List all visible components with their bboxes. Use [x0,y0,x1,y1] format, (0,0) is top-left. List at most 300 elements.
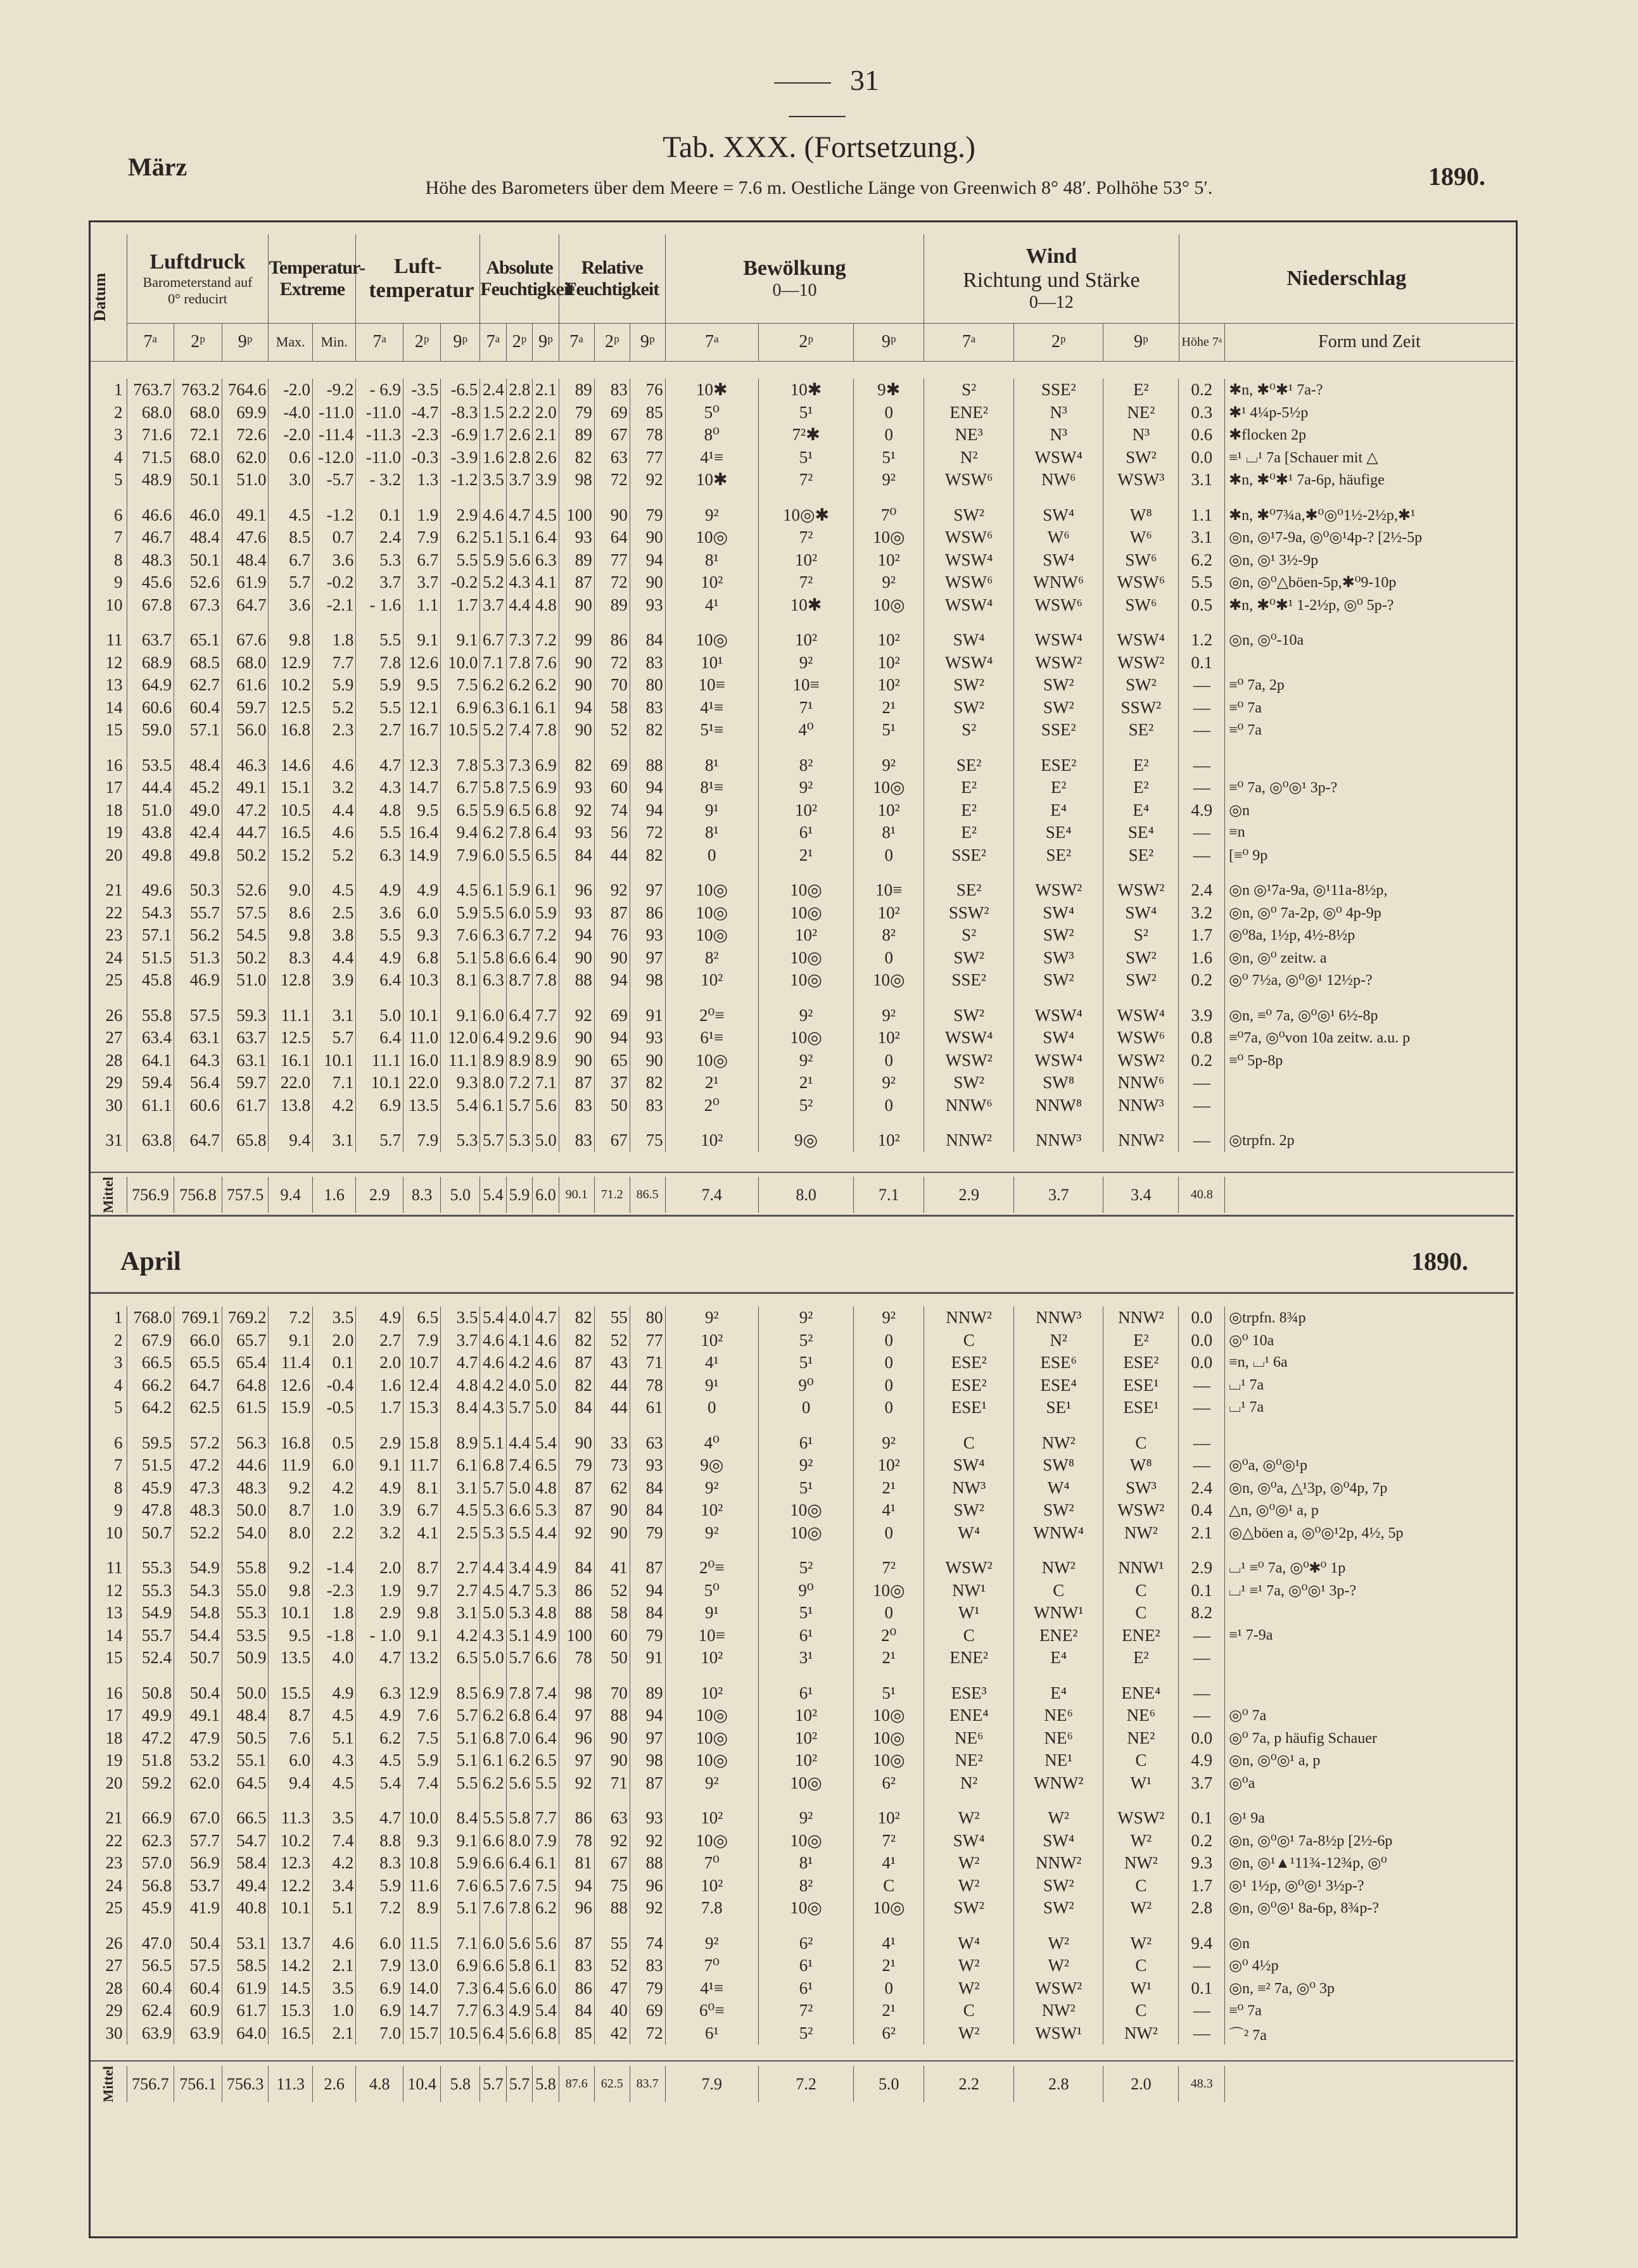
table-cell: 10◎ [758,902,853,925]
table-cell: SW³ [1014,947,1103,970]
hdr-lt-9p: 9ᵖ [441,323,480,361]
table-cell: 6.9 [533,776,559,799]
gap-cell [758,866,853,879]
gap-cell [559,491,594,504]
table-cell: 1.7 [1179,1875,1225,1897]
mittel-cell: 5.8 [441,2066,480,2102]
col-luftdruck-sub: Barometerstand auf 0° reducirt [143,274,253,307]
table-cell: NW² [1014,1557,1103,1580]
gap-cell [222,1544,269,1557]
table-cell: 72.6 [222,424,269,447]
table-row [91,629,1514,652]
table-cell: N² [924,447,1014,469]
mittel-cell [1225,1177,1514,1213]
table-cell: 5.7 [480,1477,506,1500]
table-cell: 5¹ [854,1682,924,1705]
gap-cell [222,1794,269,1807]
gap-cell [594,616,630,629]
table-cell: 5.5 [480,902,506,925]
table-cell: 8¹ [665,821,758,844]
table-cell: 10◎ [854,594,924,617]
table-cell: 6.8 [533,2022,559,2045]
table-cell [1225,1682,1514,1705]
table-cell: 89 [594,594,630,617]
table-cell: 20 [105,845,123,865]
gap-cell [559,742,594,754]
table-cell: 0 [854,1374,924,1397]
table-cell: 64 [594,526,630,549]
table-cell: 91 [630,1004,665,1027]
table-cell: 5.8 [480,947,506,970]
table-cell: 27 [105,1956,123,1975]
table-row [91,1329,1514,1352]
table-row [91,1580,1514,1602]
table-cell: ⌴¹ 7a [1225,1397,1514,1419]
table-cell: 7.8 [533,969,559,992]
table-cell: ◎n ◎¹7a-9a, ◎¹11a-8½p, [1225,879,1514,902]
table-cell: 6.4 [533,947,559,970]
table-row [91,1499,1514,1522]
table-cell: 7² [758,469,853,491]
gap-cell [269,1794,312,1807]
table-cell: 3 [114,425,123,445]
table-cell: 7.0 [506,1727,532,1750]
table-cell: 1 [114,1308,123,1327]
table-cell: 64.8 [222,1374,269,1397]
page-number: 31 [722,63,912,130]
table-cell: 46.3 [222,754,269,777]
table-cell: W⁶ [1014,526,1103,549]
table-cell: 22 [105,903,123,922]
gap-cell [533,1544,559,1557]
table-cell: 4.5 [312,1772,355,1795]
table-cell: 41.9 [174,1897,222,1920]
table-cell: 14.6 [269,754,312,777]
table-cell: 10² [854,1027,924,1049]
table-cell: 5¹ [758,402,853,424]
table-cell: 14.9 [403,844,441,867]
table-cell: 7.6 [533,652,559,675]
gap-cell [91,1544,127,1557]
table-cell: 2.2 [506,402,532,424]
table-cell: 67.0 [174,1807,222,1830]
table-cell: — [1179,1625,1225,1647]
table-cell: 6.4 [533,526,559,549]
table-cell: 64.2 [127,1397,174,1419]
table-cell: 6.3 [480,697,506,719]
table-cell: 5¹ [854,447,924,469]
table-cell: 9² [758,1307,853,1329]
table-cell: 2.1 [1179,1522,1225,1545]
table-row [91,879,1514,902]
table-cell: — [1179,1999,1225,2022]
col-wind-sub: Richtung und Stärke [963,268,1140,292]
table-cell: 90 [559,1027,594,1049]
gap-cell [1179,1117,1225,1129]
table-cell: E² [1103,776,1179,799]
table-cell: 7.9 [403,1329,441,1352]
table-cell: 10◎ [758,1830,853,1853]
table-cell: 54.9 [174,1557,222,1580]
table-cell: 90 [559,947,594,970]
table-cell: 10.0 [441,652,480,675]
table-cell: 5.0 [356,1004,403,1027]
table-cell: 90 [630,571,665,594]
table-cell: 5.3 [533,1499,559,1522]
table-cell: ≡⁰ 5p-8p [1225,1049,1514,1072]
table-cell: 10.1 [312,1049,355,1072]
table-cell: 11.7 [403,1454,441,1477]
table-cell: 66.5 [222,1807,269,1830]
table-cell: ENE⁴ [924,1704,1014,1727]
table-cell: -11.0 [356,402,403,424]
table-cell: 78 [559,1830,594,1853]
table-cell: 61.1 [127,1094,174,1117]
table-cell: 7.1 [480,652,506,675]
table-cell: 5⁰ [665,402,758,424]
hdr-af-2p: 2ᵖ [506,323,532,361]
table-cell: 1.7 [356,1397,403,1419]
gap-cell [91,742,127,754]
table-cell: 15.5 [269,1682,312,1705]
table-cell: 7.6 [441,1875,480,1897]
table-cell: 5.4 [533,1432,559,1455]
table-cell: 7.8 [356,652,403,675]
table-cell: -8.3 [441,402,480,424]
table-cell: 5.3 [480,1499,506,1522]
hdr-hoehe: Höhe 7ᵃ [1179,323,1225,361]
table-cell: 10.2 [269,1830,312,1853]
mittel-cell: 6.0 [533,1177,559,1213]
table-cell: 17 [105,778,123,797]
gap-cell [441,1669,480,1682]
table-row [91,1454,1514,1477]
gap-cell [506,1544,532,1557]
table-cell: 87 [594,902,630,925]
gap-cell [1179,1419,1225,1432]
table-cell: 4.7 [356,1647,403,1669]
table-cell: — [1179,719,1225,742]
table-cell: ◎⁰a [1225,1772,1514,1795]
table-cell: 7² [758,571,853,594]
table-row [91,1749,1514,1772]
table-cell: 48.3 [127,549,174,572]
table-cell: 50.7 [127,1522,174,1545]
table-cell: 48.3 [174,1499,222,1522]
table-cell: 10◎ [854,969,924,992]
table-cell: 15.7 [403,2022,441,2045]
table-cell: 82 [559,447,594,469]
gap-cell [924,1117,1014,1129]
table-cell: 8.9 [403,1897,441,1920]
table-cell: 28 [105,1978,123,1998]
table-cell: NE² [924,1749,1014,1772]
table-cell: 0.1 [1179,1807,1225,1830]
table-cell: 82 [559,754,594,777]
table-cell: 90 [559,719,594,742]
table-cell: 7.7 [441,1999,480,2022]
table-cell: 21 [105,1808,123,1828]
table-cell: 4¹ [854,1852,924,1875]
table-cell: W² [924,1977,1014,2000]
table-cell: 5.5 [1179,571,1225,594]
table-cell: ◎n, ◎¹ 3½-9p [1225,549,1514,572]
table-cell: 5.9 [480,799,506,822]
gap-cell [312,866,355,879]
row-gap [91,1669,1514,1682]
table-cell: 5.5 [480,1807,506,1830]
table-cell: 5.5 [533,1772,559,1795]
table-cell: 57.5 [174,1004,222,1027]
gap-cell [758,742,853,754]
table-cell: 6.5 [403,1307,441,1329]
table-cell: 97 [559,1749,594,1772]
gap-cell [1225,1419,1514,1432]
gap-cell [269,866,312,879]
hdr-max: Max. [269,323,312,361]
table-cell: ≡¹ 7-9a [1225,1625,1514,1647]
table-cell: 54.3 [127,902,174,925]
table-cell: 6.4 [480,2022,506,2045]
table-cell: -1.8 [312,1625,355,1647]
table-cell: — [1179,1704,1225,1727]
table-cell: 79 [630,1977,665,2000]
table-cell: 3.9 [1179,1004,1225,1027]
gap-cell [1103,1794,1179,1807]
table-cell: 4.6 [480,1352,506,1374]
table-cell: 92 [630,1830,665,1853]
table-cell: 2.9 [356,1602,403,1625]
table-cell: 64.7 [174,1129,222,1152]
table-cell: 4.6 [533,1352,559,1374]
table-cell: 6¹ [758,1682,853,1705]
gap-cell [356,1920,403,1932]
table-cell: 51.5 [127,1454,174,1477]
gap-cell [480,491,506,504]
table-cell: 52.6 [174,571,222,594]
table-cell: 49.0 [174,799,222,822]
table-row [91,1477,1514,1500]
gap-cell [854,1669,924,1682]
table-cell: 13.0 [403,1954,441,1977]
table-cell: SW⁴ [924,629,1014,652]
table-cell: 0.6 [269,447,312,469]
table-cell: 89 [559,379,594,402]
table-cell: 6.1 [533,1954,559,1977]
gap-cell [127,1920,174,1932]
table-cell: 2⁰ [854,1625,924,1647]
table-cell: 5.8 [506,1807,532,1830]
gap-cell [559,616,594,629]
table-cell: 4.9 [1179,1749,1225,1772]
gap-cell [1014,1794,1103,1807]
gap-cell [924,742,1014,754]
table-cell: 94 [559,924,594,947]
table-cell: 61.9 [222,1977,269,2000]
table-cell: 8.0 [269,1522,312,1545]
table-cell: ≡n, ⌴¹ 6a [1225,1352,1514,1374]
mittel-cell: 11.3 [269,2066,312,2102]
table-cell: 55.7 [127,1625,174,1647]
table-cell: 37 [594,1072,630,1094]
gap-cell [174,1419,222,1432]
table-cell: 7.3 [506,754,532,777]
table-cell: ◎n, ◎¹7-9a, ◎⁰◎¹4p-? [2½-5p [1225,526,1514,549]
table-cell: 2.9 [441,504,480,527]
table-cell: 76 [594,924,630,947]
table-cell: 72.1 [174,424,222,447]
table-cell: — [1179,1129,1225,1152]
gap-cell [403,742,441,754]
march-table [91,379,1514,1152]
table-cell: 82 [559,1307,594,1329]
table-cell: 6.1 [480,1749,506,1772]
table-cell: 2.7 [441,1580,480,1602]
table-cell: 5.6 [533,1094,559,1117]
table-title: Tab. XXX. (Fortsetzung.) [663,130,975,164]
table-cell: 54.0 [222,1522,269,1545]
table-cell: 6.7 [441,776,480,799]
table-cell: 3.1 [1179,526,1225,549]
table-cell: 54.9 [127,1602,174,1625]
table-cell: 5.7 [506,1397,532,1419]
table-cell: 53.1 [222,1932,269,1955]
table-cell: 8.7 [506,969,532,992]
gap-cell [665,1794,758,1807]
table-cell: 50.7 [174,1647,222,1669]
gap-cell [506,1117,532,1129]
table-cell: 86 [559,1807,594,1830]
row-gap [91,1544,1514,1557]
table-cell: 6.6 [506,1499,532,1522]
table-cell: 7 [114,528,123,547]
table-cell: 0.1 [312,1352,355,1374]
table-cell: WSW⁴ [1014,629,1103,652]
table-cell: 15.2 [269,844,312,867]
table-cell: 5⁰ [665,1580,758,1602]
table-cell: 9.4 [1179,1932,1225,1955]
table-cell: 8 [114,1478,123,1497]
table-cell: 50.2 [222,947,269,970]
gap-cell [356,1419,403,1432]
table-cell: 10² [854,902,924,925]
table-cell: 6.2 [480,1704,506,1727]
table-cell: SE¹ [1014,1397,1103,1419]
gap-cell [174,1794,222,1807]
table-cell: 2.4 [1179,1477,1225,1500]
table-cell: 40.8 [222,1897,269,1920]
table-cell: 6.2 [506,674,532,697]
table-cell: 93 [559,821,594,844]
table-cell: 0 [665,844,758,867]
table-cell: 4.9 [533,1625,559,1647]
table-cell: 61.7 [222,1094,269,1117]
table-cell: ◎n, ≡² 7a, ◎⁰ 3p [1225,1977,1514,2000]
gap-cell [1014,1544,1103,1557]
april-top-rule [91,1292,1514,1294]
gap-cell [1014,1419,1103,1432]
table-cell: ◎n, ◎⁰ 7a-2p, ◎⁰ 4p-9p [1225,902,1514,925]
gap-cell [91,491,127,504]
table-cell: NW² [1014,1999,1103,2022]
table-cell: 44 [594,1397,630,1419]
table-cell: 6.2 [356,1727,403,1750]
table-cell: WSW² [1103,1049,1179,1072]
table-cell: C [1103,1749,1179,1772]
table-cell: 56.2 [174,924,222,947]
table-cell: 87 [559,1352,594,1374]
table-cell: 0.6 [1179,424,1225,447]
mittel-cell: 2.6 [312,2066,355,2102]
table-cell: 80 [630,1307,665,1329]
table-cell: 10.5 [441,2022,480,2045]
table-cell: 9.5 [403,674,441,697]
table-cell: 93 [630,1027,665,1049]
table-cell: — [1179,697,1225,719]
table-cell: 53.5 [222,1625,269,1647]
row-gap [91,1794,1514,1807]
table-cell: 16.8 [269,1432,312,1455]
table-cell: 43 [594,1352,630,1374]
table-subtitle: Höhe des Barometers über dem Meere = 7.6 m. Oestliche Länge von Greenwich 8° 48′. Polhöhe 53° 5′. [425,177,1213,198]
col-datum: Datum [91,273,109,322]
gap-cell [559,1544,594,1557]
table-cell: △n, ◎⁰◎¹ a, p [1225,1499,1514,1522]
gap-cell [174,866,222,879]
gap-cell [594,1117,630,1129]
gap-cell [630,1419,665,1432]
table-row [91,469,1514,491]
gap-cell [1179,1920,1225,1932]
row-gap [91,1117,1514,1129]
gap-cell [222,616,269,629]
table-cell: WSW⁶ [924,469,1014,491]
table-cell: 6¹ [758,1625,853,1647]
table-cell: 5.9 [356,1875,403,1897]
mittel-cell: 8.0 [758,1177,853,1213]
table-cell: 14.2 [269,1954,312,1977]
table-cell: 7.8 [533,719,559,742]
table-cell: SW⁴ [1014,1830,1103,1853]
mittel-cell: 1.6 [312,1177,355,1213]
table-cell: 13 [105,1603,123,1623]
table-cell: 94 [630,776,665,799]
table-cell: 79 [559,402,594,424]
table-cell: C [1103,1432,1179,1455]
table-row [91,719,1514,742]
table-cell: -6.9 [441,424,480,447]
april-mittel-row [91,2066,1514,2102]
table-cell: 11.5 [403,1932,441,1955]
table-cell: 47 [594,1977,630,2000]
table-cell: — [1179,1954,1225,1977]
table-cell: 6.8 [533,799,559,822]
table-cell: SW³ [1103,1477,1179,1500]
gap-cell [222,491,269,504]
mittel-cell: 71.2 [594,1177,630,1213]
table-cell: 10² [665,1329,758,1352]
table-cell: 33 [594,1432,630,1455]
table-cell: 57.5 [222,902,269,925]
table-cell: C [1103,1954,1179,1977]
table-cell: 5.0 [533,1129,559,1152]
table-cell: NW³ [924,1477,1014,1500]
table-cell: 92 [559,799,594,822]
table-cell: 8⁰ [665,424,758,447]
table-cell: 10² [665,969,758,992]
table-cell: 10≡ [665,1625,758,1647]
table-cell: ◎n, ◎⁰a, △¹3p, ◎⁰4p, 7p [1225,1477,1514,1500]
